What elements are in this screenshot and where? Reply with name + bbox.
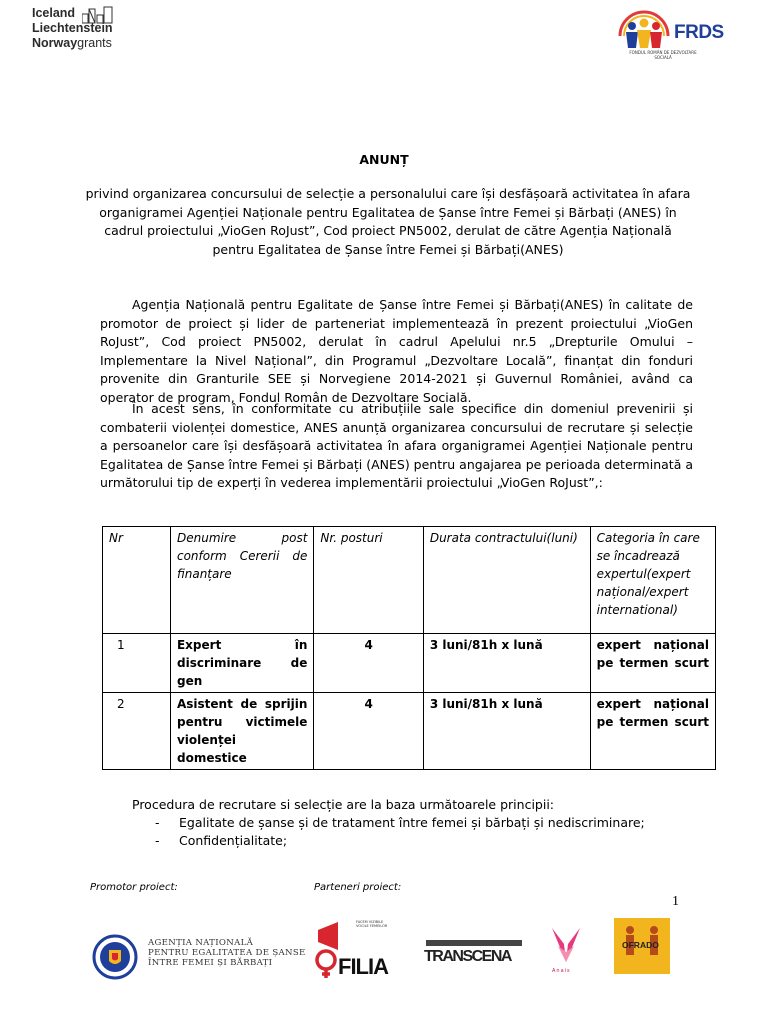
government-seal-icon xyxy=(92,934,138,980)
frds-subtext: FONDUL ROMÂN DE DEZVOLTARE SOCIALĂ xyxy=(629,50,697,60)
header-categoria: Categoria în care se încadrează expertul(expert național/expert international) xyxy=(590,527,715,634)
header-post: Denumire post conform Cererii de finanțare xyxy=(170,527,313,634)
anais-name: Anais xyxy=(552,968,571,974)
anes-logo xyxy=(90,932,350,982)
grants-logo-line: grants xyxy=(77,36,112,50)
transcena-bars-icon xyxy=(426,938,522,948)
bullet-marker: - xyxy=(155,833,160,848)
anes-line: PENTRU EGALITATEA DE ȘANSE xyxy=(148,948,306,958)
principles-list xyxy=(155,814,645,850)
frds-name: FRDS xyxy=(674,22,724,43)
table-row xyxy=(103,693,716,770)
list-item-text: Egalitate de șanse și de tratament între femei și bărbați și nediscriminare; xyxy=(179,815,645,830)
cell-posturi: 4 xyxy=(314,634,423,693)
grants-logo-line: Iceland xyxy=(32,6,76,20)
filia-tagline: FACEM VIZIBILE VOCILE FEMEILOR xyxy=(356,920,388,928)
transcena-name: TRANSCENA xyxy=(424,948,511,965)
anais-logo xyxy=(548,922,584,978)
cell-post: Expert în discriminare de gen xyxy=(170,634,313,693)
transcena-logo xyxy=(424,938,524,974)
cell-posturi: 4 xyxy=(314,693,423,770)
cell-categoria: expert național pe termen scurt xyxy=(590,693,715,770)
list-item xyxy=(155,814,645,832)
table-row xyxy=(103,634,716,693)
list-item xyxy=(155,832,645,850)
anais-butterfly-icon xyxy=(548,922,584,966)
cell-nr: 2 xyxy=(103,693,171,770)
list-item-text: Confidențialitate; xyxy=(179,833,288,848)
paragraph-intro: Agenția Națională pentru Egalitate de Șanse între Femei și Bărbați(ANES) în calitate de promotor de proiect și lider de parteneriat implementează în prezent proiectului „VioGen RoJust”, Cod proiect PN5002, derulat în cadrul Apelului nr.5 „Drepturile Omului – Implementare la Nivel Național”, din Programul „Dezvoltare Locală”, finanțat din fonduri provenite din Granturile SEE și Norvegiene 2014-2021 și Guvernul României, având ca operator de program, Fondul Român de Dezvoltare Socială. xyxy=(100,297,693,405)
frds-logo xyxy=(612,6,730,64)
ofrado-name: OFRADO xyxy=(622,940,659,950)
grants-logo-line: Norway xyxy=(32,36,78,50)
table-header-row xyxy=(103,527,716,634)
document-title: ANUNȚ xyxy=(359,152,409,167)
parteneri-label: Parteneri proiect: xyxy=(314,882,402,893)
header-nr: Nr xyxy=(103,527,171,634)
filia-name: FILIA xyxy=(338,954,388,979)
bullet-marker: - xyxy=(155,815,160,830)
cell-nr: 1 xyxy=(103,634,171,693)
paragraph-announcement: În acest sens, în conformitate cu atribuțiile sale specifice din domeniul prevenirii și combaterii violenței domestice, ANES anunță organizarea concursului de recrutare și selecție a persoanelor care își desfășoară activitatea în afara organigramei Agenției Naționale pentru Egalitatea de Șanse între Femei și Bărbați (ANES) pentru angajarea pe perioada determinată a următorului tip de experți în vederea implementării proiectului „VioGen RoJust”,: xyxy=(100,401,693,490)
grants-mark-icon xyxy=(82,6,114,24)
cell-post: Asistent de sprijin pentru victimele violenței domestice xyxy=(170,693,313,770)
ofrado-logo xyxy=(614,918,670,974)
cell-categoria: expert național pe termen scurt xyxy=(590,634,715,693)
anes-line: AGENȚIA NAȚIONALĂ xyxy=(148,938,254,948)
iceland-liechtenstein-norway-grants-logo xyxy=(32,6,142,62)
anes-line: ÎNTRE FEMEI ȘI BĂRBAȚI xyxy=(148,958,273,968)
header-durata: Durata contractului(luni) xyxy=(423,527,590,634)
page-number: 1 xyxy=(672,894,679,909)
grants-logo-line: Liechtenstein xyxy=(32,21,113,35)
cell-durata: 3 luni/81h x lună xyxy=(423,634,590,693)
filia-logo xyxy=(312,918,394,982)
experts-table xyxy=(102,526,716,770)
promotor-label: Promotor proiect: xyxy=(90,882,178,893)
procedure-intro: Procedura de recrutare si selecție are la baza următoarele principii: xyxy=(132,797,555,812)
cell-durata: 3 luni/81h x lună xyxy=(423,693,590,770)
frds-figures-icon xyxy=(614,6,674,52)
header-posturi: Nr. posturi xyxy=(314,527,423,634)
document-subtitle: privind organizarea concursului de selecție a personalului care își desfășoară activitatea în afara organigramei Agenției Naționale pentru Egalitatea de Șanse între Femei și Bărbați (ANES) în cadrul proiectului „VioGen RoJust”, Cod proiect PN5002, derulat de către Agenția Națională pentru Egalitatea de Șanse între Femei și Bărbați(ANES) xyxy=(85,186,691,257)
